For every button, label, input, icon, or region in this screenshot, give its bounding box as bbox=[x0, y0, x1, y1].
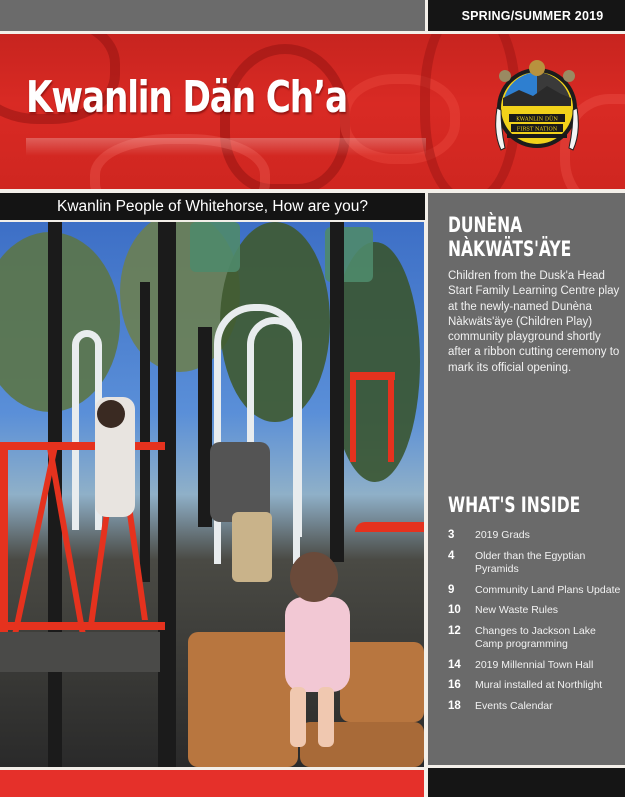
toc-page-number: 14 bbox=[448, 658, 461, 671]
subtitle-bar bbox=[0, 193, 425, 220]
cover-photo bbox=[0, 222, 424, 767]
toc-title: Events Calendar bbox=[475, 699, 553, 712]
sidebar bbox=[428, 193, 625, 765]
toc-item[interactable] bbox=[448, 529, 625, 543]
toc-page-number: 4 bbox=[448, 549, 455, 562]
top-gray-bar bbox=[0, 0, 425, 31]
toc-title: 2019 Grads bbox=[475, 529, 530, 541]
toc-page-number: 10 bbox=[448, 604, 461, 616]
issue-label: SPRING/SUMMER 2019 bbox=[461, 8, 604, 23]
footer-red-bar bbox=[0, 770, 424, 797]
svg-text:FIRST NATION: FIRST NATION bbox=[516, 126, 558, 133]
footer-black-bar bbox=[428, 768, 625, 797]
whats-inside-heading: WHAT'S INSIDE bbox=[448, 493, 581, 517]
toc-page-number: 12 bbox=[448, 624, 461, 637]
toc-title: New Waste Rules bbox=[475, 604, 559, 616]
title-reflection bbox=[26, 138, 426, 156]
publication-title: Kwanlin Dän Ch’a bbox=[26, 72, 347, 123]
toc-item[interactable] bbox=[448, 584, 625, 598]
table-of-contents bbox=[448, 529, 625, 720]
first-nation-logo-icon bbox=[489, 58, 585, 154]
toc-item[interactable] bbox=[448, 659, 625, 673]
toc-title: Community Land Plans Update bbox=[475, 583, 621, 596]
toc-page-number: 9 bbox=[448, 583, 455, 596]
toc-page-number: 3 bbox=[448, 529, 455, 541]
toc-item[interactable] bbox=[448, 625, 625, 652]
feature-title: DUNÈNA NÀKWÄTS'ÄYE bbox=[448, 213, 572, 261]
toc-item[interactable] bbox=[448, 604, 625, 618]
toc-page-number: 18 bbox=[448, 699, 461, 712]
toc-title: 2019 Millennial Town Hall bbox=[475, 658, 594, 671]
toc-item[interactable] bbox=[448, 550, 625, 577]
svg-text:KWANLIN DÜN: KWANLIN DÜN bbox=[516, 116, 558, 123]
toc-title: Older than the Egyptian Pyramids bbox=[475, 549, 586, 575]
feature-caption: Children from the Dusk'a Head Start Family Learning Centre play at the newly-named Dunèna Nàkwäts'äye (Children Play) community playground shortly after a ribbon cutting ceremony to mark its official opening. bbox=[448, 270, 620, 374]
toc-item[interactable] bbox=[448, 679, 625, 693]
cover-subtitle: Kwanlin People of Whitehorse, How are you? bbox=[56, 197, 369, 215]
issue-bar bbox=[428, 0, 625, 31]
toc-page-number: 16 bbox=[448, 679, 461, 691]
toc-title: Changes to Jackson Lake Camp programming bbox=[475, 624, 596, 650]
toc-title: Mural installed at Northlight bbox=[475, 679, 603, 691]
toc-item[interactable] bbox=[448, 700, 625, 714]
